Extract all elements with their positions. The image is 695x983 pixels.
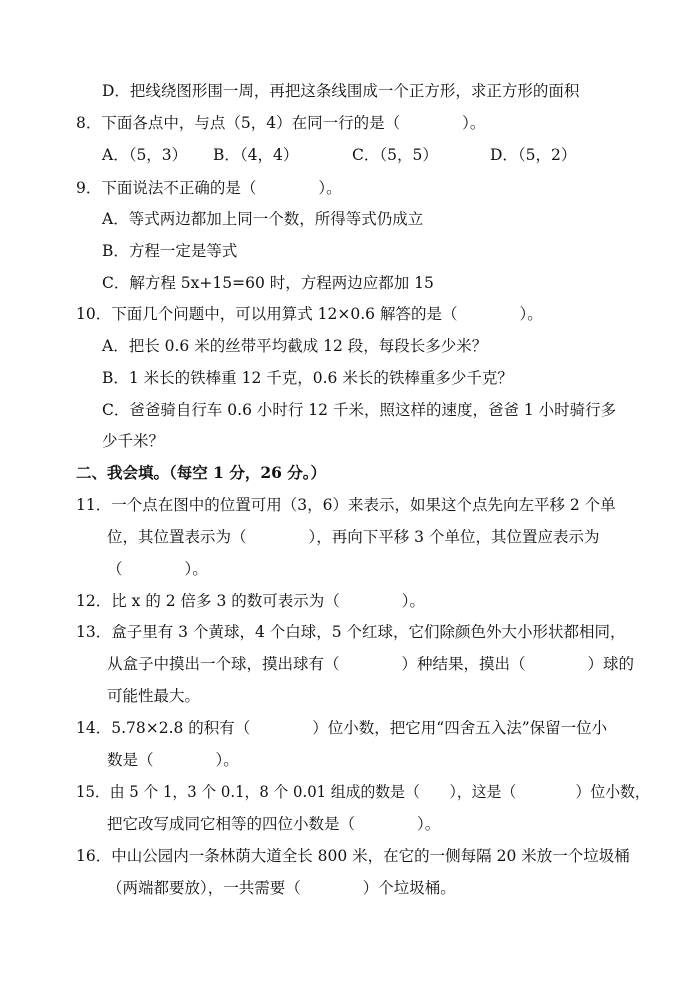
q7-option-d: D．把线绕图形围一周，再把这条线围成一个正方形，求正方形的面积 bbox=[102, 82, 580, 100]
section-2-title: 二、我会填。（每空 1 分，26 分。） bbox=[76, 463, 327, 482]
q8-option-b: B．（4，4） bbox=[213, 146, 299, 164]
q8-option-d: D．（5，2） bbox=[490, 146, 577, 164]
q11-line-2: 位，其位置表示为（ ），再向下平移 3 个单位，其位置应表示为 bbox=[107, 528, 600, 546]
q9-option-b: B．方程一定是等式 bbox=[102, 242, 238, 260]
q14-line-2: 数是（ ）。 bbox=[107, 751, 239, 769]
q13-line-1: 13．盒子里有 3 个黄球，4 个白球，5 个红球，它们除颜色外大小形状都相同， bbox=[76, 623, 626, 641]
q8-option-c: C．（5，5） bbox=[352, 146, 438, 164]
q11-line-1: 11．一个点在图中的位置可用（3，6）来表示，如果这个点先向左平移 2 个单 bbox=[76, 496, 616, 514]
q15-line-2: 把它改写成同它相等的四位小数是（ ）。 bbox=[107, 815, 441, 833]
q8-stem: 8．下面各点中，与点（5，4）在同一行的是（ ）。 bbox=[76, 114, 486, 132]
q9-option-c: C．解方程 5x+15=60 时，方程两边应都加 15 bbox=[102, 274, 434, 292]
q16-line-2: （两端都要放），一共需要（ ）个垃圾桶。 bbox=[107, 879, 456, 897]
q15-line-1: 15．由 5 个 1，3 个 0.1，8 个 0.01 组成的数是（ ），这是（ ）位小数， bbox=[76, 783, 650, 801]
q13-line-3: 可能性最大。 bbox=[107, 687, 201, 705]
q16-line-1: 16．中山公园内一条林荫大道全长 800 米，在它的一侧每隔 20 米放一个垃圾桶 bbox=[76, 847, 630, 865]
q8-option-a: A．（5，3） bbox=[102, 146, 188, 164]
q10-option-a: A．把长 0.6 米的丝带平均截成 12 段，每段长多少米？ bbox=[102, 337, 488, 355]
q10-stem: 10．下面几个问题中，可以用算式 12×0.6 解答的是（ ）。 bbox=[76, 305, 543, 323]
q10-option-c: C．爸爸骑自行车 0.6 小时行 12 千米，照这样的速度，爸爸 1 小时骑行多 bbox=[102, 401, 617, 419]
q10-option-b: B．1 米长的铁棒重 12 千克，0.6 米长的铁棒重多少千克？ bbox=[102, 369, 513, 387]
q9-stem: 9．下面说法不正确的是（ ）。 bbox=[76, 179, 342, 197]
q10-option-c-continued: 少千米？ bbox=[102, 432, 165, 450]
q12-line-1: 12．比 x 的 2 倍多 3 的数可表示为（ ）。 bbox=[76, 592, 426, 610]
q14-line-1: 14．5.78×2.8 的积有（ ）位小数，把它用“四舍五入法”保留一位小 bbox=[76, 719, 608, 737]
q11-line-3: （ ）。 bbox=[107, 560, 208, 578]
q9-option-a: A．等式两边都加上同一个数，所得等式仍成立 bbox=[102, 210, 424, 228]
q13-line-2: 从盒子中摸出一个球，摸出球有（ ）种结果，摸出（ ）球的 bbox=[107, 655, 635, 673]
